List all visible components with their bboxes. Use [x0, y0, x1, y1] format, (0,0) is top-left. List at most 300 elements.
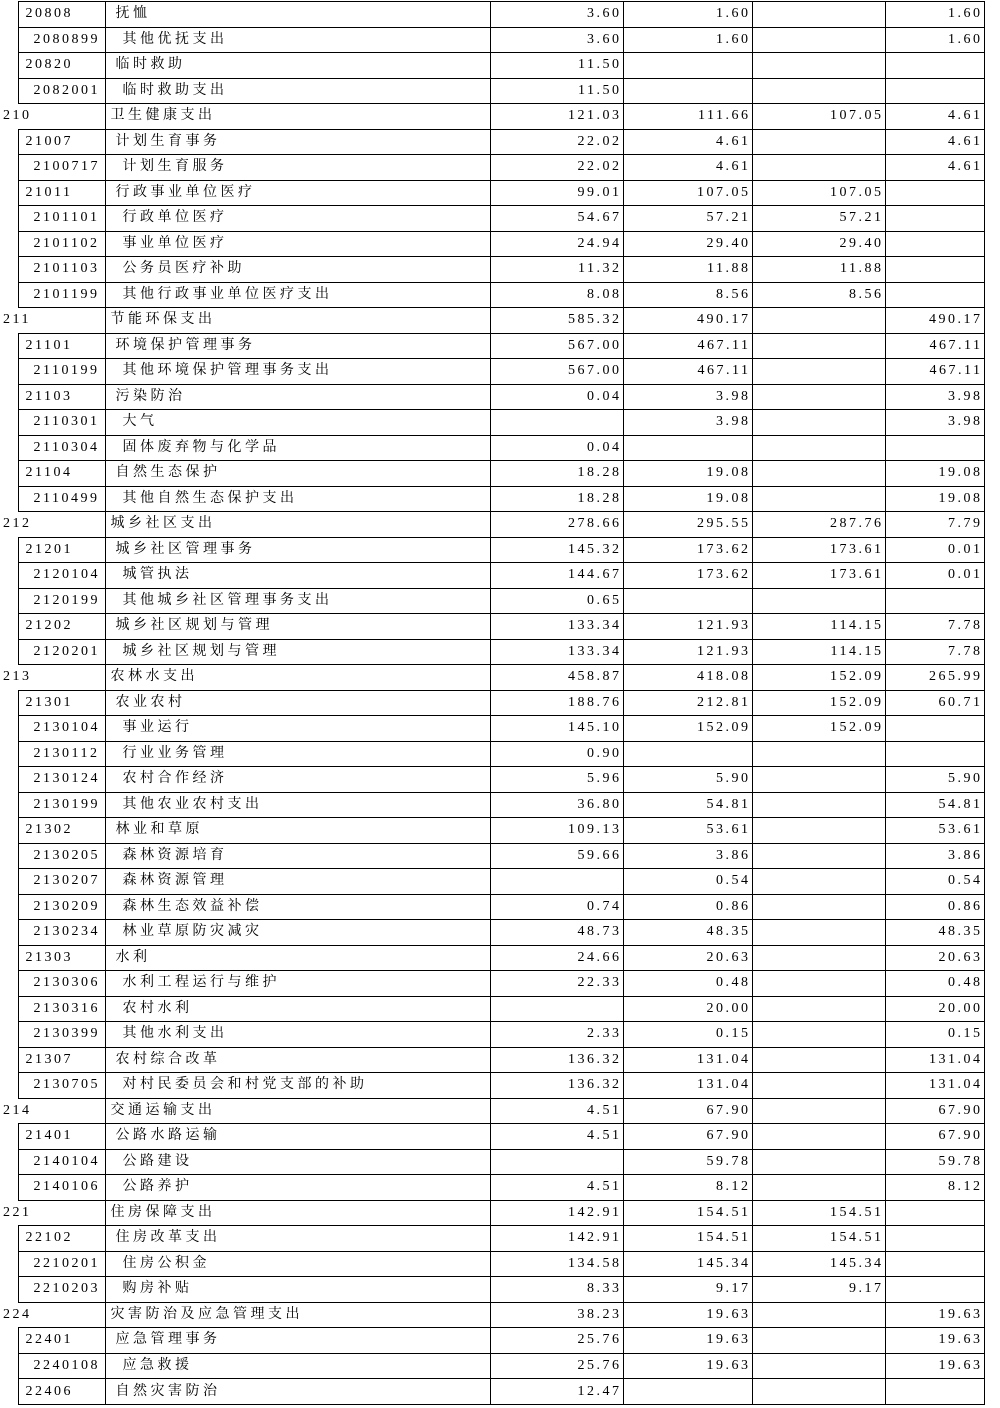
item-name-text: 应急管理事务 — [115, 1332, 221, 1348]
amount-cell: 4.61 — [885, 104, 984, 130]
amount-cell: 490.17 — [623, 308, 752, 334]
amount-cell: 0.54 — [885, 869, 984, 895]
code-cell — [18, 129, 105, 155]
amount-cell: 152.09 — [623, 716, 752, 742]
left-gutter-cell — [2, 206, 18, 232]
table-row — [2, 206, 984, 232]
amount-cell: 8.33 — [490, 1277, 623, 1303]
item-name-text: 行政单位医疗 — [122, 210, 228, 226]
amount-cell — [752, 461, 885, 487]
item-name-text: 其他城乡社区管理事务支出 — [122, 592, 333, 608]
amount-cell: 57.21 — [623, 206, 752, 232]
code-cell — [18, 257, 105, 283]
code-text: 22406 — [25, 1383, 73, 1399]
amount-cell — [752, 1302, 885, 1328]
left-gutter-cell — [2, 920, 18, 946]
code-cell — [18, 971, 105, 997]
left-gutter-cell — [2, 614, 18, 640]
left-gutter-cell — [2, 486, 18, 512]
amount-cell: 3.86 — [623, 843, 752, 869]
table-body — [2, 2, 984, 1405]
code-cell — [18, 1328, 105, 1354]
code-cell — [18, 818, 105, 844]
table-row — [2, 78, 984, 104]
code-cell — [18, 180, 105, 206]
code-text: 2110499 — [33, 490, 100, 506]
code-cell — [18, 843, 105, 869]
table-row — [2, 435, 984, 461]
item-name-text: 固体废弃物与化学品 — [122, 439, 280, 455]
left-gutter-cell — [2, 1226, 18, 1252]
amount-cell: 5.90 — [885, 767, 984, 793]
amount-cell: 20.63 — [623, 945, 752, 971]
left-gutter-cell — [2, 767, 18, 793]
item-name-text: 水利工程运行与维护 — [122, 975, 280, 991]
item-name-text: 林业草原防灾减灾 — [122, 924, 263, 940]
left-gutter-cell — [2, 180, 18, 206]
amount-cell: 48.35 — [885, 920, 984, 946]
table-row — [2, 767, 984, 793]
item-name-cell — [105, 359, 490, 385]
table-row — [2, 1124, 984, 1150]
code-text: 21307 — [25, 1051, 73, 1067]
amount-cell — [752, 2, 885, 28]
item-name-text: 农村综合改革 — [115, 1051, 221, 1067]
amount-cell — [885, 1277, 984, 1303]
amount-cell: 107.05 — [752, 104, 885, 130]
amount-cell: 173.61 — [752, 563, 885, 589]
item-name-text: 公路养护 — [122, 1179, 193, 1195]
code-text: 21011 — [25, 184, 73, 200]
item-name-text: 污染防治 — [115, 388, 186, 404]
item-name-text: 自然生态保护 — [115, 465, 221, 481]
amount-cell: 3.60 — [490, 27, 623, 53]
amount-cell: 19.08 — [623, 461, 752, 487]
code-text: 2130205 — [33, 847, 100, 863]
amount-cell: 67.90 — [623, 1124, 752, 1150]
amount-cell: 287.76 — [752, 512, 885, 538]
code-cell — [3, 1200, 105, 1226]
code-text: 2101103 — [33, 261, 100, 277]
item-name-text: 事业运行 — [122, 720, 193, 736]
amount-cell: 5.90 — [623, 767, 752, 793]
table-row — [2, 1047, 984, 1073]
amount-cell: 3.60 — [490, 2, 623, 28]
amount-cell: 18.28 — [490, 486, 623, 512]
amount-cell: 22.02 — [490, 129, 623, 155]
table-row — [2, 1022, 984, 1048]
amount-cell: 152.09 — [752, 716, 885, 742]
table-row — [2, 104, 984, 130]
amount-cell — [623, 588, 752, 614]
code-cell — [18, 537, 105, 563]
amount-cell: 29.40 — [752, 231, 885, 257]
amount-cell: 38.23 — [490, 1302, 623, 1328]
amount-cell: 152.09 — [752, 690, 885, 716]
amount-cell — [490, 996, 623, 1022]
left-gutter-cell — [2, 257, 18, 283]
item-name-text: 其他环境保护管理事务支出 — [122, 363, 333, 379]
amount-cell: 54.67 — [490, 206, 623, 232]
code-text: 2130199 — [33, 796, 100, 812]
code-cell — [18, 894, 105, 920]
code-cell — [18, 1175, 105, 1201]
left-gutter-cell — [2, 843, 18, 869]
amount-cell: 24.94 — [490, 231, 623, 257]
item-name-text: 住房改革支出 — [115, 1230, 221, 1246]
item-name-cell — [105, 282, 490, 308]
table-row — [2, 614, 984, 640]
code-cell — [18, 716, 105, 742]
amount-cell: 107.05 — [752, 180, 885, 206]
amount-cell: 145.32 — [490, 537, 623, 563]
item-name-text: 临时救助 — [115, 57, 186, 73]
amount-cell: 18.28 — [490, 461, 623, 487]
amount-cell — [623, 741, 752, 767]
amount-cell — [752, 486, 885, 512]
amount-cell: 0.01 — [885, 563, 984, 589]
amount-cell — [752, 741, 885, 767]
amount-cell: 11.50 — [490, 53, 623, 79]
amount-cell — [490, 869, 623, 895]
table-row — [2, 1277, 984, 1303]
amount-cell: 59.66 — [490, 843, 623, 869]
amount-cell: 60.71 — [885, 690, 984, 716]
amount-cell — [885, 588, 984, 614]
item-name-cell — [105, 716, 490, 742]
amount-cell: 2.33 — [490, 1022, 623, 1048]
amount-cell: 5.96 — [490, 767, 623, 793]
amount-cell: 11.50 — [490, 78, 623, 104]
amount-cell: 467.11 — [623, 333, 752, 359]
item-name-text: 城乡社区管理事务 — [115, 541, 256, 557]
amount-cell: 3.98 — [885, 410, 984, 436]
item-name-text: 其他自然生态保护支出 — [122, 490, 298, 506]
code-text: 2130705 — [33, 1077, 100, 1093]
table-row — [2, 1226, 984, 1252]
code-text: 21202 — [25, 618, 73, 634]
code-text: 2130209 — [33, 898, 100, 914]
amount-cell: 20.63 — [885, 945, 984, 971]
amount-cell: 136.32 — [490, 1073, 623, 1099]
left-gutter-cell — [2, 1175, 18, 1201]
amount-cell — [885, 716, 984, 742]
item-name-text: 环境保护管理事务 — [115, 337, 256, 353]
item-name-text: 其他农业农村支出 — [122, 796, 263, 812]
table-row — [2, 410, 984, 436]
amount-cell: 7.78 — [885, 639, 984, 665]
amount-cell: 19.63 — [623, 1353, 752, 1379]
left-gutter-cell — [2, 537, 18, 563]
amount-cell — [752, 53, 885, 79]
item-name-text: 公路水路运输 — [115, 1128, 221, 1144]
item-name-cell — [105, 818, 490, 844]
code-text: 21301 — [25, 694, 73, 710]
amount-cell: 173.61 — [752, 537, 885, 563]
code-cell — [18, 1022, 105, 1048]
amount-cell: 114.15 — [752, 639, 885, 665]
code-text: 2080899 — [33, 31, 100, 47]
item-name-cell — [105, 1124, 490, 1150]
code-cell — [18, 869, 105, 895]
left-gutter-cell — [2, 792, 18, 818]
amount-cell: 67.90 — [885, 1124, 984, 1150]
code-text: 210 — [3, 108, 32, 124]
code-cell — [18, 1226, 105, 1252]
left-gutter-cell — [2, 155, 18, 181]
item-name-cell — [105, 690, 490, 716]
item-name-text: 其他水利支出 — [122, 1026, 228, 1042]
amount-cell: 0.74 — [490, 894, 623, 920]
amount-cell — [752, 1353, 885, 1379]
amount-cell — [490, 410, 623, 436]
item-name-cell — [105, 537, 490, 563]
table-row — [2, 282, 984, 308]
code-text: 211 — [3, 312, 31, 328]
amount-cell: 121.03 — [490, 104, 623, 130]
amount-cell — [623, 1379, 752, 1405]
amount-cell: 131.04 — [623, 1047, 752, 1073]
table-row — [2, 180, 984, 206]
item-name-cell — [105, 741, 490, 767]
item-name-cell — [105, 1251, 490, 1277]
amount-cell: 24.66 — [490, 945, 623, 971]
code-cell — [18, 1379, 105, 1405]
table-row — [2, 1353, 984, 1379]
amount-cell — [623, 53, 752, 79]
amount-cell — [752, 435, 885, 461]
left-gutter-cell — [2, 1124, 18, 1150]
table-row — [2, 308, 984, 334]
table-row — [2, 1073, 984, 1099]
table-row — [2, 1328, 984, 1354]
item-name-text: 交通运输支出 — [110, 1102, 216, 1118]
item-name-text: 计划生育服务 — [122, 159, 228, 175]
amount-cell: 53.61 — [885, 818, 984, 844]
code-text: 2140104 — [33, 1153, 100, 1169]
code-text: 2101101 — [33, 210, 100, 226]
item-name-cell — [105, 333, 490, 359]
code-cell — [18, 155, 105, 181]
left-gutter-cell — [2, 231, 18, 257]
item-name-text: 购房补贴 — [122, 1281, 193, 1297]
item-name-cell — [105, 1022, 490, 1048]
amount-cell — [752, 359, 885, 385]
code-cell — [18, 78, 105, 104]
left-gutter-cell — [2, 639, 18, 665]
amount-cell: 19.08 — [885, 461, 984, 487]
amount-cell: 154.51 — [752, 1200, 885, 1226]
item-name-cell — [105, 894, 490, 920]
item-name-text: 公路建设 — [122, 1153, 193, 1169]
table-row — [2, 716, 984, 742]
left-gutter-cell — [2, 1073, 18, 1099]
amount-cell — [752, 1149, 885, 1175]
item-name-cell — [105, 767, 490, 793]
table-row — [2, 1251, 984, 1277]
amount-cell — [752, 792, 885, 818]
amount-cell: 467.11 — [623, 359, 752, 385]
code-cell — [18, 1353, 105, 1379]
code-text: 213 — [3, 669, 32, 685]
item-name-text: 计划生育事务 — [115, 133, 221, 149]
left-gutter-cell — [2, 894, 18, 920]
item-name-cell — [105, 231, 490, 257]
amount-cell — [752, 996, 885, 1022]
amount-cell: 11.88 — [623, 257, 752, 283]
amount-cell: 490.17 — [885, 308, 984, 334]
code-cell — [18, 27, 105, 53]
item-name-cell — [105, 1073, 490, 1099]
item-name-text: 临时救助支出 — [122, 82, 228, 98]
item-name-text: 行业业务管理 — [122, 745, 228, 761]
amount-cell: 67.90 — [623, 1098, 752, 1124]
amount-cell: 0.01 — [885, 537, 984, 563]
amount-cell: 19.63 — [885, 1328, 984, 1354]
amount-cell: 418.08 — [623, 665, 752, 691]
amount-cell: 0.04 — [490, 384, 623, 410]
left-gutter-cell — [2, 588, 18, 614]
amount-cell — [885, 282, 984, 308]
table-row — [2, 2, 984, 28]
item-name-cell — [105, 27, 490, 53]
item-name-text: 灾害防治及应急管理支出 — [110, 1306, 303, 1322]
amount-cell: 0.48 — [623, 971, 752, 997]
amount-cell: 0.54 — [623, 869, 752, 895]
code-cell — [18, 920, 105, 946]
table-row — [2, 945, 984, 971]
amount-cell: 295.55 — [623, 512, 752, 538]
table-row — [2, 563, 984, 589]
item-name-cell — [105, 1098, 490, 1124]
amount-cell: 154.51 — [623, 1226, 752, 1252]
code-cell — [18, 639, 105, 665]
code-text: 21103 — [25, 388, 73, 404]
amount-cell: 0.48 — [885, 971, 984, 997]
amount-cell: 145.34 — [623, 1251, 752, 1277]
amount-cell — [752, 894, 885, 920]
item-name-cell — [105, 53, 490, 79]
code-cell — [18, 282, 105, 308]
code-text: 2240108 — [33, 1357, 100, 1373]
item-name-text: 水利 — [115, 949, 151, 965]
table-row — [2, 869, 984, 895]
code-cell — [18, 1251, 105, 1277]
table-row — [2, 333, 984, 359]
amount-cell: 8.08 — [490, 282, 623, 308]
table-row — [2, 53, 984, 79]
item-name-text: 其他优抚支出 — [122, 31, 228, 47]
code-text: 21007 — [25, 133, 73, 149]
amount-cell: 99.01 — [490, 180, 623, 206]
code-cell — [18, 2, 105, 28]
amount-cell: 57.21 — [752, 206, 885, 232]
amount-cell — [885, 53, 984, 79]
code-cell — [18, 359, 105, 385]
left-gutter-cell — [2, 996, 18, 1022]
table-row — [2, 129, 984, 155]
item-name-cell — [105, 1175, 490, 1201]
table-row — [2, 231, 984, 257]
code-text: 20808 — [25, 6, 73, 22]
item-name-cell — [105, 1277, 490, 1303]
table-row — [2, 843, 984, 869]
amount-cell: 0.15 — [885, 1022, 984, 1048]
table-row — [2, 155, 984, 181]
code-cell — [18, 410, 105, 436]
item-name-cell — [105, 486, 490, 512]
item-name-cell — [105, 563, 490, 589]
table-row — [2, 359, 984, 385]
item-name-text: 节能环保支出 — [110, 312, 216, 328]
amount-cell — [752, 920, 885, 946]
left-gutter-cell — [2, 1353, 18, 1379]
amount-cell: 1.60 — [885, 27, 984, 53]
left-gutter-cell — [2, 384, 18, 410]
amount-cell — [752, 129, 885, 155]
code-cell — [3, 665, 105, 691]
amount-cell — [490, 1149, 623, 1175]
amount-cell — [752, 410, 885, 436]
amount-cell: 19.63 — [623, 1302, 752, 1328]
code-cell — [18, 767, 105, 793]
code-cell — [18, 384, 105, 410]
code-cell — [18, 996, 105, 1022]
left-gutter-cell — [2, 1379, 18, 1405]
item-name-cell — [105, 1047, 490, 1073]
table-row — [2, 257, 984, 283]
item-name-text: 农村水利 — [122, 1000, 193, 1016]
table-row — [2, 690, 984, 716]
item-name-text: 自然灾害防治 — [115, 1383, 221, 1399]
item-name-cell — [105, 206, 490, 232]
amount-cell: 48.35 — [623, 920, 752, 946]
item-name-cell — [105, 920, 490, 946]
left-gutter-cell — [2, 282, 18, 308]
code-text: 224 — [3, 1306, 32, 1322]
table-row — [2, 461, 984, 487]
amount-cell: 4.61 — [623, 129, 752, 155]
item-name-text: 林业和草原 — [115, 822, 203, 838]
amount-cell: 467.11 — [885, 359, 984, 385]
item-name-text: 行政事业单位医疗 — [115, 184, 256, 200]
amount-cell: 585.32 — [490, 308, 623, 334]
amount-cell — [623, 78, 752, 104]
item-name-text: 对村民委员会和村党支部的补助 — [122, 1077, 368, 1093]
left-gutter-cell — [2, 53, 18, 79]
amount-cell: 9.17 — [752, 1277, 885, 1303]
amount-cell — [752, 27, 885, 53]
code-text: 2210203 — [33, 1281, 100, 1297]
item-name-cell — [105, 308, 490, 334]
table-row — [2, 792, 984, 818]
code-text: 2130124 — [33, 771, 100, 787]
amount-cell: 25.76 — [490, 1328, 623, 1354]
amount-cell: 4.61 — [623, 155, 752, 181]
item-name-text: 大气 — [122, 414, 158, 430]
code-text: 214 — [3, 1102, 32, 1118]
table-row — [2, 1175, 984, 1201]
code-text: 2110304 — [33, 439, 100, 455]
item-name-cell — [105, 1226, 490, 1252]
amount-cell: 133.34 — [490, 614, 623, 640]
code-cell — [18, 588, 105, 614]
code-cell — [18, 1277, 105, 1303]
left-gutter-cell — [2, 690, 18, 716]
code-text: 2130112 — [33, 745, 100, 761]
amount-cell: 53.61 — [623, 818, 752, 844]
amount-cell: 4.61 — [885, 129, 984, 155]
